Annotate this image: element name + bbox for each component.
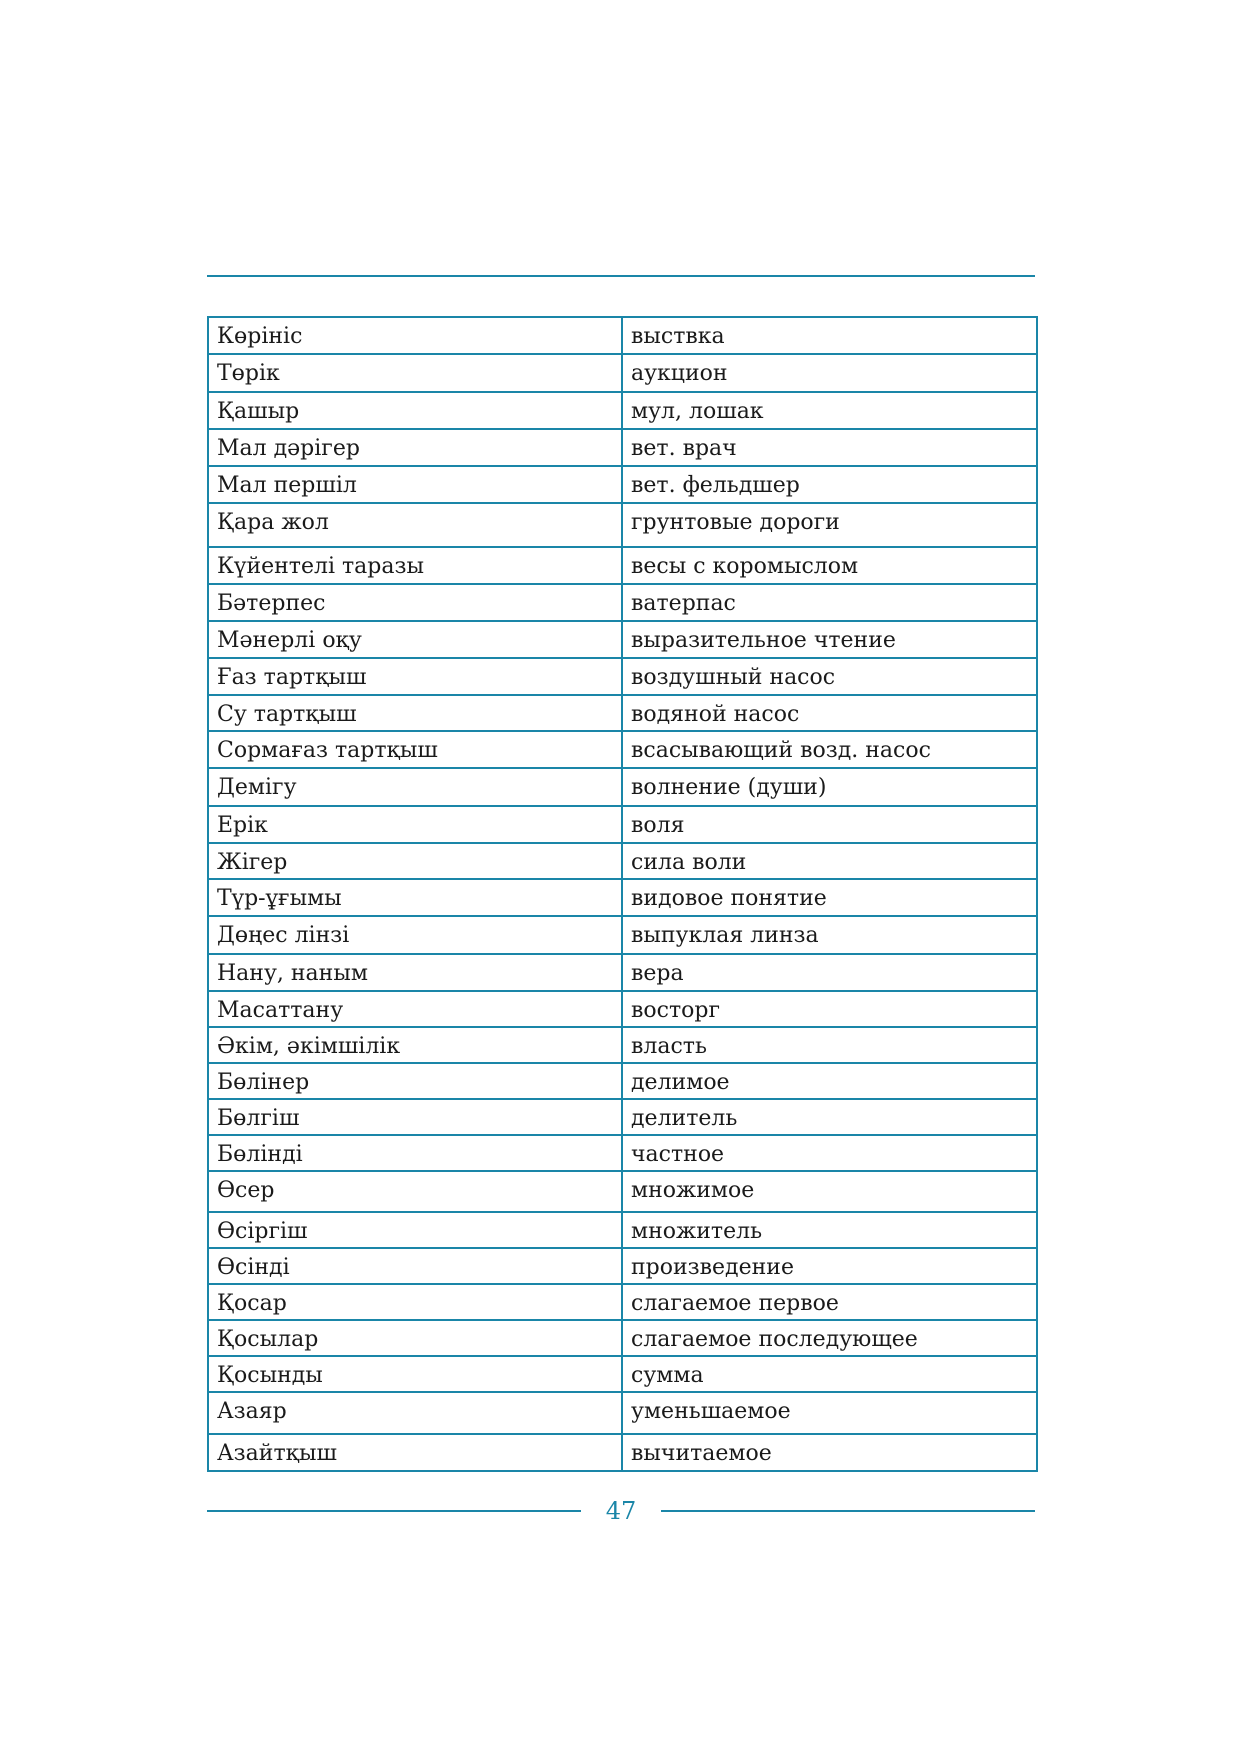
glossary-body bbox=[208, 317, 1037, 1471]
table-row bbox=[208, 991, 1037, 1027]
russian-term: слагаемое последующее bbox=[622, 1320, 1037, 1356]
russian-term: уменьшаемое bbox=[622, 1392, 1037, 1434]
russian-term: частное bbox=[622, 1135, 1037, 1171]
kazakh-term: Дөңес лінзі bbox=[208, 916, 622, 954]
table-row bbox=[208, 1171, 1037, 1212]
kazakh-term: Әкім, әкімшілік bbox=[208, 1027, 622, 1063]
russian-term: видовое понятие bbox=[622, 879, 1037, 916]
russian-term: слагаемое первое bbox=[622, 1284, 1037, 1320]
russian-term: множитель bbox=[622, 1212, 1037, 1248]
table-row bbox=[208, 1135, 1037, 1171]
kazakh-term: Өсіргіш bbox=[208, 1212, 622, 1248]
table-row bbox=[208, 1284, 1037, 1320]
russian-term: множимое bbox=[622, 1171, 1037, 1212]
table-row bbox=[208, 916, 1037, 954]
kazakh-term: Нану, наным bbox=[208, 954, 622, 991]
table-row bbox=[208, 1099, 1037, 1135]
kazakh-term: Мәнерлі оқу bbox=[208, 621, 622, 658]
table-row bbox=[208, 954, 1037, 991]
page-footer bbox=[207, 1496, 1035, 1526]
kazakh-term: Су тартқыш bbox=[208, 695, 622, 731]
table-row bbox=[208, 731, 1037, 768]
table-row bbox=[208, 621, 1037, 658]
table-row bbox=[208, 584, 1037, 621]
kazakh-term: Бөлгіш bbox=[208, 1099, 622, 1135]
table-row bbox=[208, 503, 1037, 547]
kazakh-term: Қара жол bbox=[208, 503, 622, 547]
table-row bbox=[208, 806, 1037, 843]
russian-term: вычитаемое bbox=[622, 1434, 1037, 1471]
russian-term: водяной насос bbox=[622, 695, 1037, 731]
kazakh-term: Ерік bbox=[208, 806, 622, 843]
russian-term: аукцион bbox=[622, 354, 1037, 392]
kazakh-term: Мал першіл bbox=[208, 466, 622, 503]
kazakh-term: Қосылар bbox=[208, 1320, 622, 1356]
header-rule bbox=[207, 275, 1035, 277]
russian-term: ватерпас bbox=[622, 584, 1037, 621]
russian-term: выразительное чтение bbox=[622, 621, 1037, 658]
table-row bbox=[208, 843, 1037, 879]
table-row bbox=[208, 317, 1037, 354]
kazakh-term: Бөлінді bbox=[208, 1135, 622, 1171]
russian-term: сумма bbox=[622, 1356, 1037, 1392]
kazakh-term: Азайтқыш bbox=[208, 1434, 622, 1471]
footer-rule-right bbox=[661, 1510, 1035, 1512]
kazakh-term: Сормағаз тартқыш bbox=[208, 731, 622, 768]
kazakh-term: Түр-ұғымы bbox=[208, 879, 622, 916]
table-row bbox=[208, 1320, 1037, 1356]
russian-term: волнение (души) bbox=[622, 768, 1037, 806]
russian-term: воля bbox=[622, 806, 1037, 843]
kazakh-term: Демігу bbox=[208, 768, 622, 806]
table-row bbox=[208, 695, 1037, 731]
table-row bbox=[208, 466, 1037, 503]
table-row bbox=[208, 1248, 1037, 1284]
table-row bbox=[208, 768, 1037, 806]
kazakh-term: Масаттану bbox=[208, 991, 622, 1027]
kazakh-term: Төрік bbox=[208, 354, 622, 392]
page-number: 47 bbox=[605, 1497, 637, 1525]
russian-term: мул, лошак bbox=[622, 392, 1037, 429]
russian-term: выствка bbox=[622, 317, 1037, 354]
russian-term: делимое bbox=[622, 1063, 1037, 1099]
kazakh-term: Мал дәрігер bbox=[208, 429, 622, 466]
russian-term: власть bbox=[622, 1027, 1037, 1063]
russian-term: вет. фельдшер bbox=[622, 466, 1037, 503]
table-row bbox=[208, 429, 1037, 466]
table-row bbox=[208, 547, 1037, 584]
table-row bbox=[208, 1434, 1037, 1471]
table-row bbox=[208, 354, 1037, 392]
russian-term: делитель bbox=[622, 1099, 1037, 1135]
russian-term: вера bbox=[622, 954, 1037, 991]
table-row bbox=[208, 879, 1037, 916]
footer-rule-left bbox=[207, 1510, 581, 1512]
kazakh-term: Көрініс bbox=[208, 317, 622, 354]
table-row bbox=[208, 1392, 1037, 1434]
russian-term: воздушный насос bbox=[622, 658, 1037, 695]
kazakh-term: Қосынды bbox=[208, 1356, 622, 1392]
kazakh-term: Өсер bbox=[208, 1171, 622, 1212]
russian-term: восторг bbox=[622, 991, 1037, 1027]
table-row bbox=[208, 1027, 1037, 1063]
table-row bbox=[208, 658, 1037, 695]
kazakh-term: Өсінді bbox=[208, 1248, 622, 1284]
kazakh-term: Ғаз тартқыш bbox=[208, 658, 622, 695]
russian-term: выпуклая линза bbox=[622, 916, 1037, 954]
table-row bbox=[208, 392, 1037, 429]
russian-term: сила воли bbox=[622, 843, 1037, 879]
russian-term: весы с коромыслом bbox=[622, 547, 1037, 584]
russian-term: грунтовые дороги bbox=[622, 503, 1037, 547]
russian-term: произведение bbox=[622, 1248, 1037, 1284]
kazakh-term: Бөлінер bbox=[208, 1063, 622, 1099]
table-row bbox=[208, 1063, 1037, 1099]
russian-term: всасывающий возд. насос bbox=[622, 731, 1037, 768]
kazakh-term: Күйентелі таразы bbox=[208, 547, 622, 584]
kazakh-term: Азаяр bbox=[208, 1392, 622, 1434]
glossary-table bbox=[207, 316, 1038, 1472]
russian-term: вет. врач bbox=[622, 429, 1037, 466]
kazakh-term: Жігер bbox=[208, 843, 622, 879]
table-row bbox=[208, 1212, 1037, 1248]
kazakh-term: Бәтерпес bbox=[208, 584, 622, 621]
kazakh-term: Қосар bbox=[208, 1284, 622, 1320]
table-row bbox=[208, 1356, 1037, 1392]
kazakh-term: Қашыр bbox=[208, 392, 622, 429]
